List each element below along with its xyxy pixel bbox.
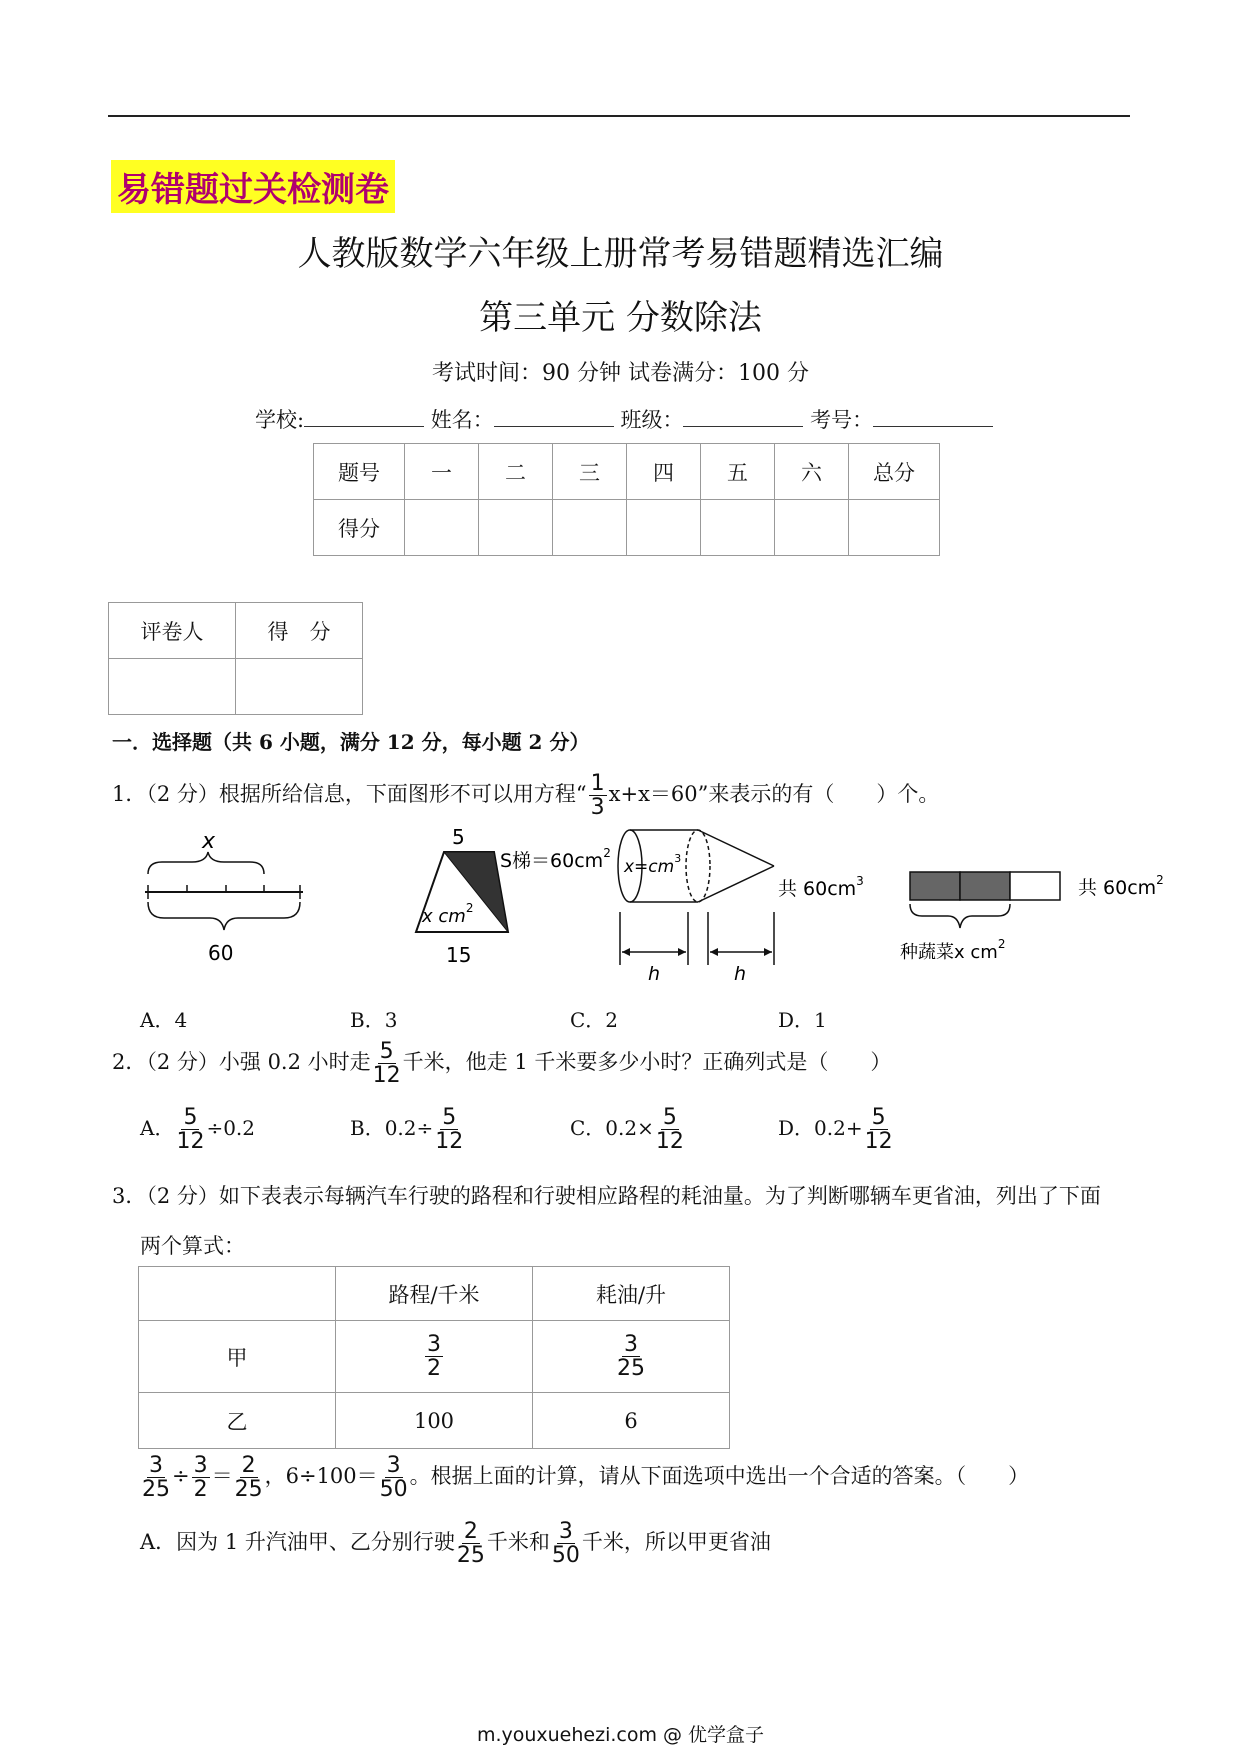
score-cell[interactable] bbox=[701, 500, 775, 556]
frac-den: 12 bbox=[655, 1129, 684, 1155]
fig1-top-brace bbox=[148, 852, 264, 874]
score-row-label: 得分 bbox=[314, 500, 405, 556]
exam-info: 考试时间：90 分钟 试卷满分：100 分 bbox=[432, 361, 809, 386]
q1-text-post: x+x＝60”来表示的有（ ）个。 bbox=[608, 782, 940, 807]
exam-no-label: 考号： bbox=[810, 408, 874, 432]
score-table-header: 二 bbox=[479, 444, 553, 500]
q2-option-c[interactable] bbox=[570, 1106, 686, 1153]
frac-num: 5 bbox=[442, 1105, 457, 1130]
row-name: 乙 bbox=[139, 1393, 336, 1449]
table-row bbox=[139, 1393, 730, 1449]
frac-num: 5 bbox=[183, 1105, 198, 1130]
q1-figure-cylinder-cone bbox=[612, 820, 872, 990]
frac-den: 25 bbox=[617, 1356, 645, 1381]
score-cell[interactable] bbox=[627, 500, 701, 556]
calc-fraction: $\frac{3}{25}$ bbox=[142, 1453, 170, 1503]
calc-op: ÷ bbox=[172, 1464, 190, 1489]
q2-text-post: 千米，他走 1 千米要多少小时？正确列式是（ ） bbox=[402, 1050, 892, 1075]
q1-text-pre: 1．（2 分）根据所给信息，下面图形不可以用方程“ bbox=[112, 782, 587, 807]
frac-num: 3 bbox=[427, 1331, 441, 1357]
class-label: 班级： bbox=[620, 408, 684, 432]
q1-option-d[interactable]: D．1 bbox=[778, 1008, 827, 1032]
fig2-bottom-label: 15 bbox=[446, 943, 472, 967]
fig4-bottom-label: 种蔬菜x $cm^2$ bbox=[900, 937, 1006, 963]
score-cell[interactable] bbox=[405, 500, 479, 556]
q1-option-b[interactable]: B．3 bbox=[350, 1008, 398, 1032]
calc-fraction: $\frac{3}{2}$ bbox=[193, 1453, 208, 1503]
frac-den: 12 bbox=[372, 1063, 401, 1089]
grader-table bbox=[108, 602, 363, 715]
frac-num: 5 bbox=[379, 1039, 394, 1064]
fig1-top-label: x bbox=[202, 830, 216, 854]
q3-calculation bbox=[140, 1454, 1029, 1501]
q1-option-a[interactable]: A．4 bbox=[140, 1008, 188, 1032]
q2-option-d[interactable] bbox=[778, 1106, 895, 1153]
fig3-inner-label: $x=cm^3$ bbox=[624, 852, 682, 877]
name-blank[interactable] bbox=[494, 408, 614, 427]
q2-option-b[interactable] bbox=[350, 1106, 465, 1153]
score-table-header: 五 bbox=[701, 444, 775, 500]
fig2-top-label: 5 bbox=[452, 825, 465, 849]
frac-den: 12 bbox=[176, 1129, 205, 1155]
q2-text-pre: 2．（2 分）小强 0.2 小时走 bbox=[112, 1050, 371, 1075]
fig3-cylinder-right bbox=[686, 830, 710, 902]
option-fraction: $\frac{3}{50}$ bbox=[551, 1519, 580, 1569]
frac-num: 3 bbox=[624, 1331, 638, 1357]
q1-fraction bbox=[589, 772, 607, 819]
score-table-header: 四 bbox=[627, 444, 701, 500]
calc-fraction: $\frac{2}{25}$ bbox=[234, 1453, 263, 1503]
option-label: B．0.2÷ bbox=[350, 1116, 434, 1141]
fig4-shaded-cell bbox=[910, 872, 960, 900]
option-text: 千米和 bbox=[486, 1530, 550, 1555]
class-blank[interactable] bbox=[683, 408, 803, 427]
option-fraction: $\frac{2}{25}$ bbox=[456, 1519, 485, 1569]
grader-score-cell[interactable] bbox=[236, 659, 363, 715]
cell-value: 6 bbox=[533, 1393, 730, 1449]
cell-value: 100 bbox=[336, 1393, 533, 1449]
score-cell[interactable] bbox=[775, 500, 849, 556]
score-cell[interactable] bbox=[479, 500, 553, 556]
unit-title: 第三单元 分数除法 bbox=[479, 298, 762, 338]
frac-num: 5 bbox=[871, 1105, 886, 1130]
frac-den: 3 bbox=[590, 795, 605, 821]
cell-fraction bbox=[336, 1321, 533, 1393]
option-text: A．因为 1 升汽油甲、乙分别行驶 bbox=[140, 1530, 455, 1555]
frac-num: 1 bbox=[590, 771, 605, 796]
frac-num: 5 bbox=[662, 1105, 677, 1130]
q1-option-c[interactable]: C．2 bbox=[570, 1008, 619, 1032]
option-label: A． bbox=[140, 1116, 175, 1141]
score-table-header: 三 bbox=[553, 444, 627, 500]
score-table-header: 总分 bbox=[849, 444, 940, 500]
score-table-header: 六 bbox=[775, 444, 849, 500]
grader-score-label: 得 分 bbox=[236, 603, 363, 659]
option-label: C．0.2× bbox=[570, 1116, 654, 1141]
option-text: 千米，所以甲更省油 bbox=[581, 1530, 771, 1555]
fig3-cone-bottom bbox=[698, 866, 774, 902]
reviewer-label: 评卷人 bbox=[109, 603, 236, 659]
school-blank[interactable] bbox=[304, 408, 424, 427]
fig3-h2-label: h bbox=[734, 963, 747, 985]
question-1 bbox=[112, 772, 939, 819]
q1-figure-bar bbox=[900, 860, 1180, 970]
exam-no-blank[interactable] bbox=[873, 408, 993, 427]
footer-watermark: m.youxuehezi.com @ 优学盒子 bbox=[476, 1724, 765, 1746]
score-cell[interactable] bbox=[553, 500, 627, 556]
option-rest: ÷0.2 bbox=[206, 1116, 256, 1141]
table-header: 路程/千米 bbox=[336, 1267, 533, 1321]
frac-den: 12 bbox=[864, 1129, 893, 1155]
q2-option-a[interactable] bbox=[140, 1106, 255, 1153]
cell-fraction bbox=[533, 1321, 730, 1393]
q1-figure-trapezoid bbox=[404, 822, 614, 972]
option-label: D．0.2+ bbox=[778, 1116, 863, 1141]
top-rule bbox=[108, 115, 1130, 117]
fig1-bottom-label: 60 bbox=[208, 941, 234, 965]
fig2-inner-label: x $cm^2$ bbox=[422, 901, 474, 927]
frac-den: 2 bbox=[427, 1356, 441, 1381]
q1-figure-numberline bbox=[140, 830, 310, 970]
question-3-line2: 两个算式： bbox=[140, 1234, 245, 1258]
table-header bbox=[139, 1267, 336, 1321]
fig3-arrowhead bbox=[764, 948, 772, 956]
fig3-total-label: 共 $60cm^3$ bbox=[778, 874, 864, 900]
score-table-header: 题号 bbox=[314, 444, 405, 500]
score-table bbox=[313, 443, 940, 556]
calc-mid: ，6÷100＝ bbox=[264, 1464, 378, 1489]
option-fraction bbox=[656, 1106, 684, 1153]
q3-option-a[interactable] bbox=[140, 1520, 771, 1567]
question-2 bbox=[112, 1040, 891, 1087]
fig3-arrowhead bbox=[710, 948, 718, 956]
question-3-line1: 3．（2 分）如下表表示每辆汽车行驶的路程和行驶相应路程的耗油量。为了判断哪辆车更省油，列出了下面 bbox=[112, 1184, 1101, 1208]
student-fields bbox=[255, 404, 993, 434]
fig4-total-label: 共 $60cm^2$ bbox=[1078, 873, 1164, 899]
fig4-brace bbox=[910, 904, 1010, 928]
score-cell[interactable] bbox=[849, 500, 940, 556]
exam-tag: 易错题过关检测卷 bbox=[111, 160, 395, 213]
row-name: 甲 bbox=[139, 1321, 336, 1393]
q2-fraction bbox=[373, 1040, 401, 1087]
fig3-arrowhead bbox=[622, 948, 630, 956]
school-label: 学校: bbox=[255, 408, 305, 432]
fig4-shaded-cell bbox=[960, 872, 1010, 900]
calc-fraction: $\frac{3}{50}$ bbox=[379, 1453, 408, 1503]
name-label: 姓名： bbox=[430, 408, 494, 432]
frac-den: 12 bbox=[435, 1129, 464, 1155]
reviewer-cell[interactable] bbox=[109, 659, 236, 715]
score-table-header: 一 bbox=[405, 444, 479, 500]
fig3-h1-label: h bbox=[648, 963, 661, 985]
page-title: 人教版数学六年级上册常考易错题精选汇编 bbox=[297, 234, 944, 274]
option-fraction bbox=[176, 1106, 204, 1153]
option-fraction bbox=[435, 1106, 463, 1153]
fig1-bottom-brace bbox=[148, 902, 300, 930]
fig2-area-label: S梯$=60cm^2$ bbox=[500, 846, 611, 872]
table-row bbox=[139, 1321, 730, 1393]
section-heading: 一．选择题（共 6 小题，满分 12 分，每小题 2 分） bbox=[112, 730, 590, 754]
q3-data-table bbox=[138, 1266, 730, 1449]
fig3-arrowhead bbox=[678, 948, 686, 956]
table-header: 耗油/升 bbox=[533, 1267, 730, 1321]
calc-tail: 。根据上面的计算，请从下面选项中选出一个合适的答案。（ ） bbox=[409, 1464, 1030, 1489]
option-fraction bbox=[865, 1106, 893, 1153]
calc-eq: ＝ bbox=[211, 1464, 233, 1489]
fig4-empty-cell bbox=[1010, 872, 1060, 900]
